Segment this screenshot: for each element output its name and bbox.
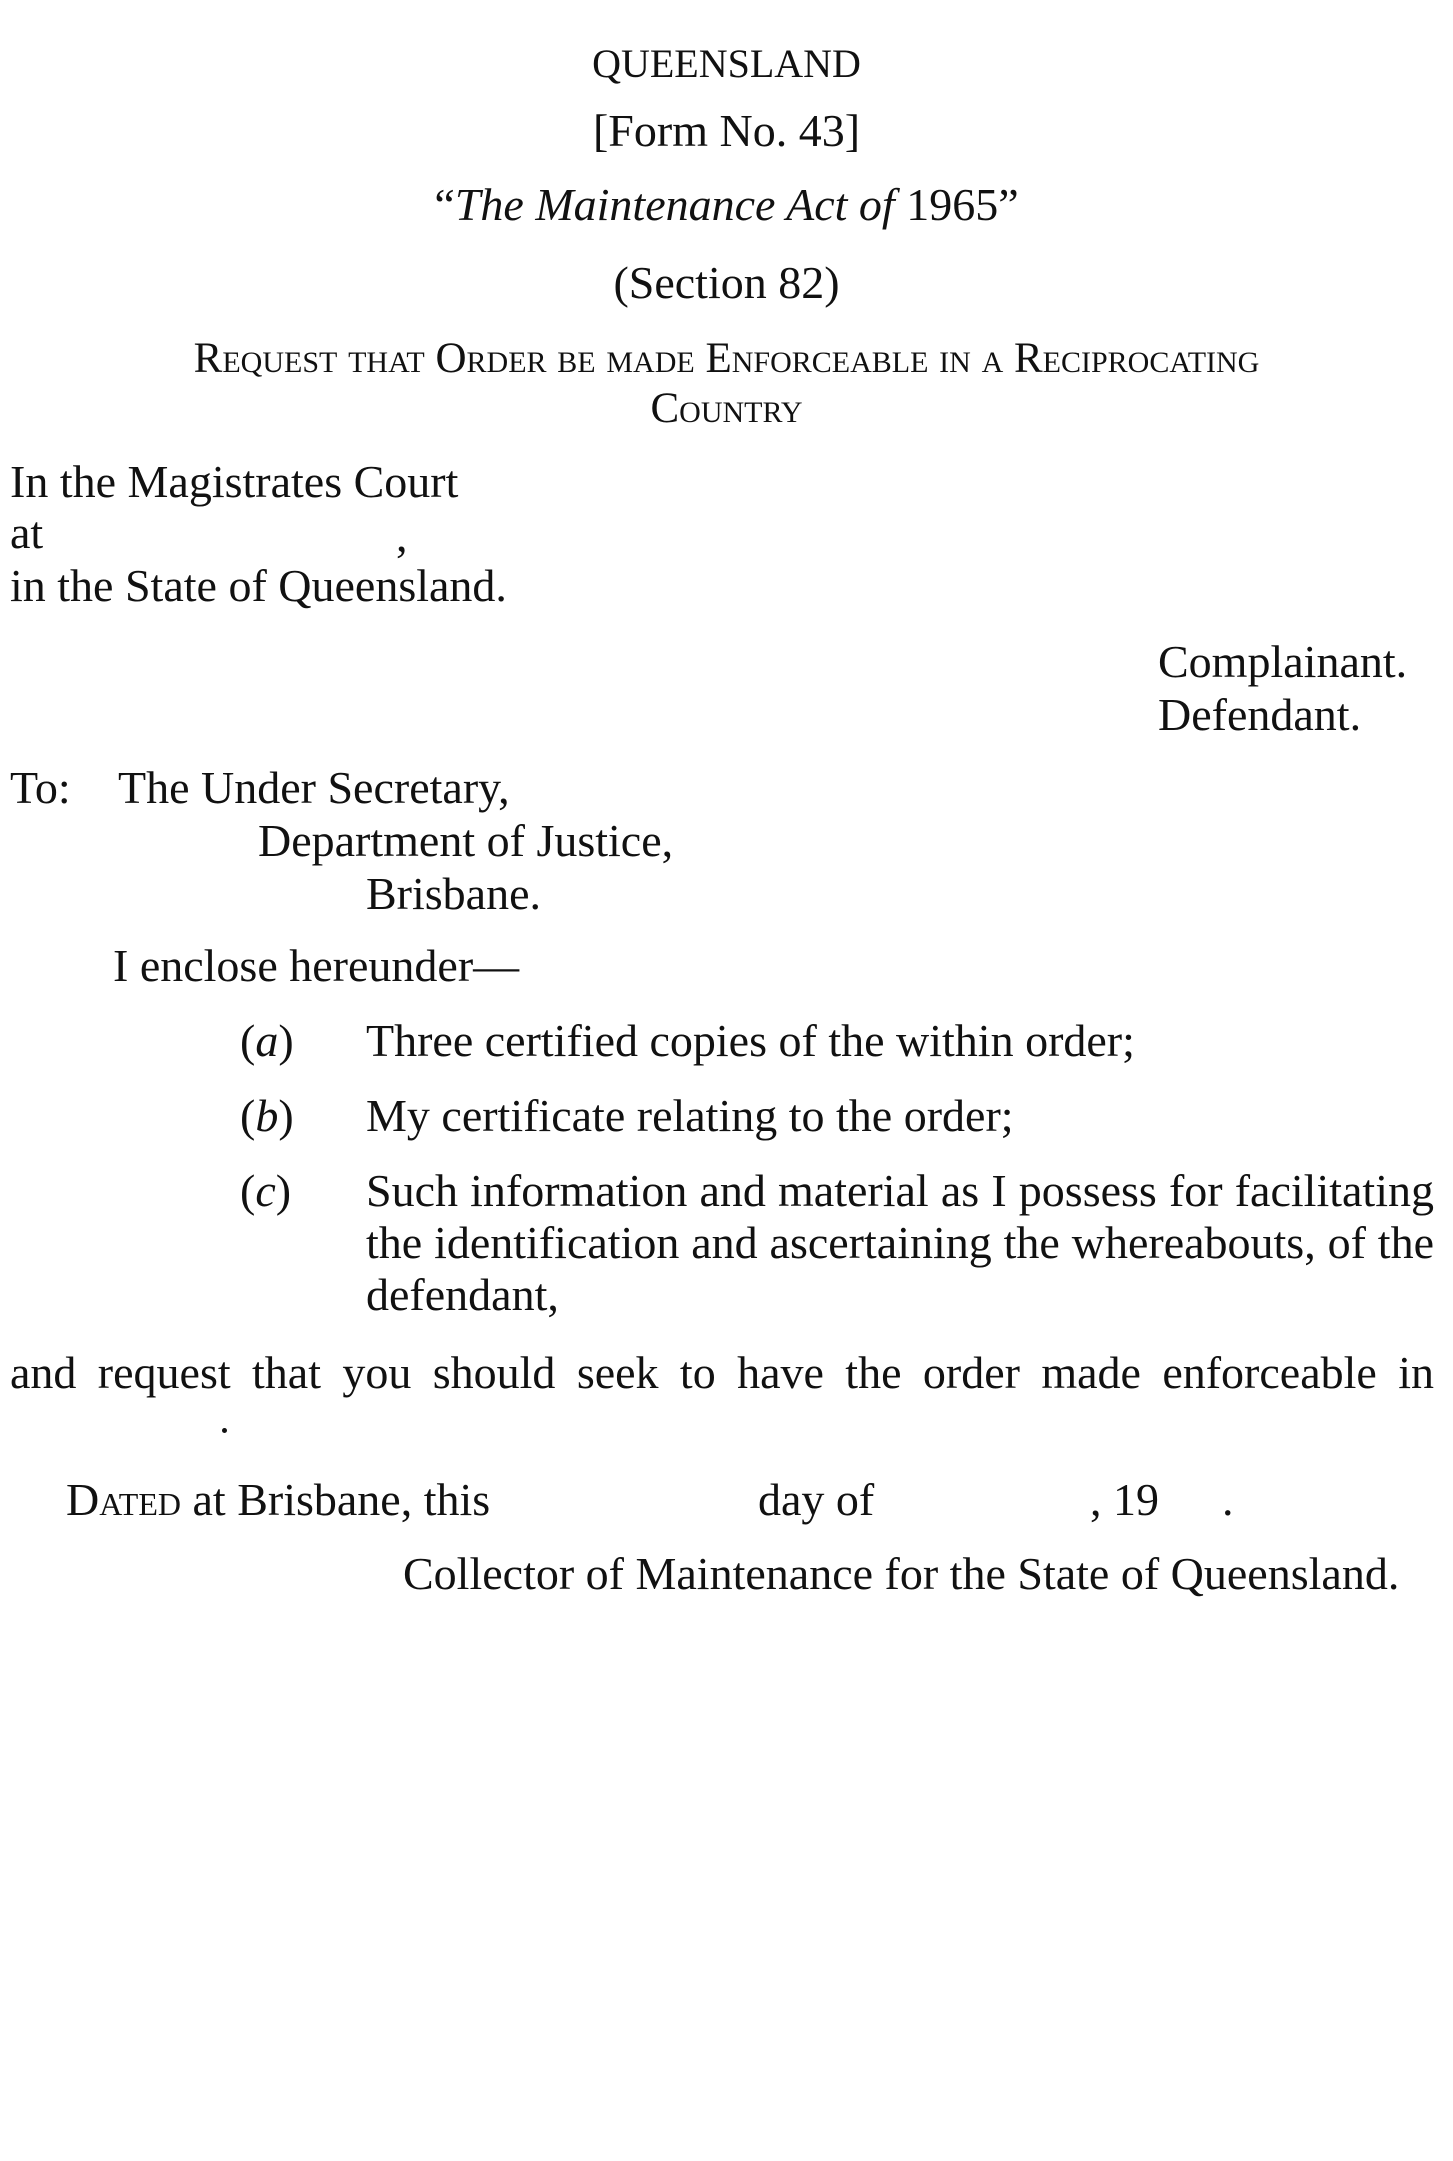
- addressee-line-2: Department of Justice,: [258, 815, 674, 866]
- addressee-line-1: The Under Secretary,: [118, 762, 510, 813]
- form-heading-line-1: Request that Order be made Enforceable in a Reciprocating: [193, 335, 1260, 382]
- to-label: To:: [10, 762, 71, 813]
- item-a-text: Three certified copies of the within order;: [366, 1015, 1135, 1066]
- request-sentence: and request that you should seek to have the order made enforceable in: [10, 1347, 1434, 1398]
- form-heading-line-2: Country: [650, 385, 803, 432]
- defendant-label: Defendant.: [1158, 689, 1362, 740]
- item-b-text: My certificate relating to the order;: [366, 1090, 1014, 1141]
- act-open-quote: “: [434, 179, 455, 230]
- complainant-label: Complainant.: [1158, 636, 1408, 687]
- court-line-1: In the Magistrates Court: [10, 456, 459, 507]
- court-line-3: in the State of Queensland.: [10, 560, 507, 611]
- signature-title: Collector of Maintenance for the State of Queensland.: [403, 1548, 1400, 1599]
- dated-day-of: day of: [758, 1474, 875, 1525]
- enclosure-intro: I enclose hereunder—: [113, 940, 520, 991]
- act-year: 1965”: [894, 179, 1019, 230]
- act-name: The Maintenance Act of: [454, 179, 895, 230]
- item-c-label: (c): [240, 1165, 292, 1216]
- court-line-2-comma: ,: [396, 510, 408, 561]
- section-reference: (Section 82): [613, 257, 840, 308]
- item-a-label: (a): [240, 1015, 294, 1066]
- addressee-line-3: Brisbane.: [366, 868, 542, 919]
- item-c-text: Such information and material as I possess for facilitating the identification and ascertaining the whereabouts, of the defendant,: [366, 1165, 1434, 1320]
- court-line-2-at: at: [10, 507, 44, 558]
- act-title: [0, 178, 1453, 231]
- dated-line-start: Dated at Brisbane, this: [66, 1474, 491, 1525]
- request-end-period: [222, 1428, 227, 1433]
- form-number: [Form No. 43]: [592, 105, 861, 156]
- dated-end-period: .: [1222, 1474, 1234, 1525]
- dated-year-prefix: , 19: [1090, 1474, 1159, 1525]
- state-heading: QUEENSLAND: [592, 41, 861, 86]
- item-b-label: (b): [240, 1090, 294, 1141]
